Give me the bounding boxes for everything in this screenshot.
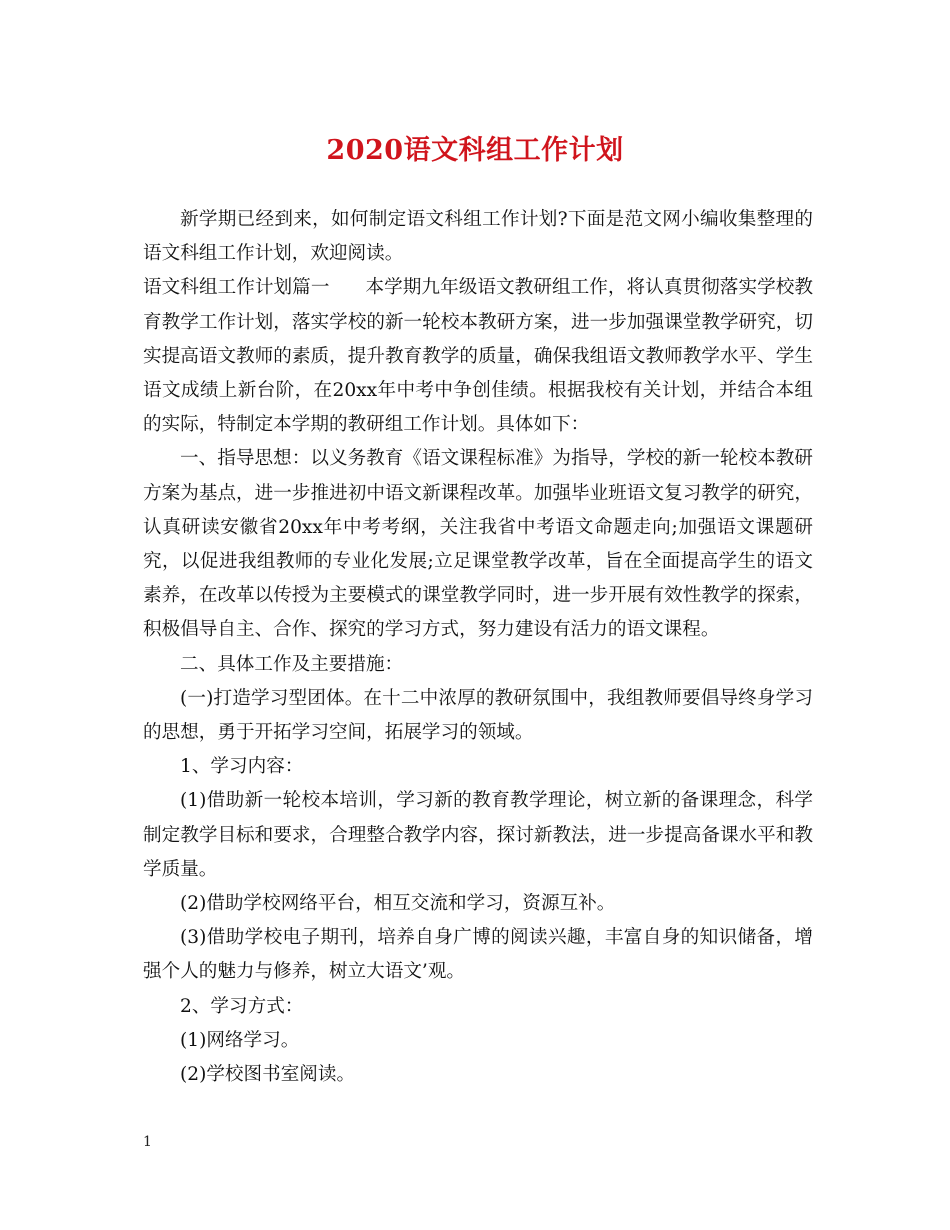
section-one-paragraph (143, 271, 813, 442)
learning-method-item-1: (1)网络学习。 (180, 1029, 300, 1051)
page-number: 1 (143, 1134, 152, 1150)
section-one-lead: 语文科组工作计划篇一 (143, 277, 330, 299)
document-body (143, 203, 813, 1092)
intro-paragraph: 新学期已经到来，如何制定语文科组工作计划?下面是范文网小编收集整理的语文科组工作计划，欢迎阅读。 (143, 209, 813, 265)
guiding-ideas-paragraph: 一、指导思想：以义务教育《语文课程标准》为指导，学校的新一轮校本教研方案为基点，进一步推进初中语文新课程改革。加强毕业班语文复习教学的研究，认真研读安徽省20xx年中考考纲，关注我省中考语文命题走向;加强语文课题研究，以促进我组教师的专业化发展;立足课堂教学改革，旨在全面提高学生的语文素养，在改革以传授为主要模式的课堂教学同时，进一步开展有效性教学的探索，积极倡导自主、合作、探究的学习方式，努力建设有活力的语文课程。 (143, 448, 813, 641)
learning-method-heading: 2、学习方式： (180, 995, 304, 1017)
learning-team-paragraph: (一)打造学习型团体。在十二中浓厚的教研氛围中，我组教师要倡导终身学习的思想，勇于开拓学习空间，拓展学习的领域。 (143, 687, 813, 744)
learning-method-item-2: (2)学校图书室阅读。 (180, 1064, 356, 1086)
document-title: 2020语文科组工作计划 (326, 135, 624, 166)
learning-content-item-2: (2)借助学校网络平台，相互交流和学习，资源互补。 (180, 893, 616, 915)
learning-content-item-1: (1)借助新一轮校本培训，学习新的教育教学理论，树立新的备课理念，科学制定教学目标和要求，合理整合教学内容，探讨新教法，进一步提高备课水平和教学质量。 (143, 790, 813, 880)
section-one-text: 本学期九年级语文教研组工作，将认真贯彻落实学校教育教学工作计划，落实学校的新一轮校本教研方案，进一步加强课堂教学研究，切实提高语文教师的素质，提升教育教学的质量，确保我组语文教师教学水平、学生语文成绩上新台阶，在20xx年中考中争创佳绩。根据我校有关计划，并结合本组的实际，特制定本学期的教研组工作计划。具体如下： (143, 277, 813, 436)
work-measures-heading: 二、具体工作及主要措施： (180, 653, 404, 675)
learning-content-heading: 1、学习内容： (180, 756, 304, 778)
learning-content-item-3: (3)借助学校电子期刊，培养自身广博的阅读兴趣，丰富自身的知识储备，增强个人的魅力与修养，树立大语文’观。 (143, 927, 813, 983)
